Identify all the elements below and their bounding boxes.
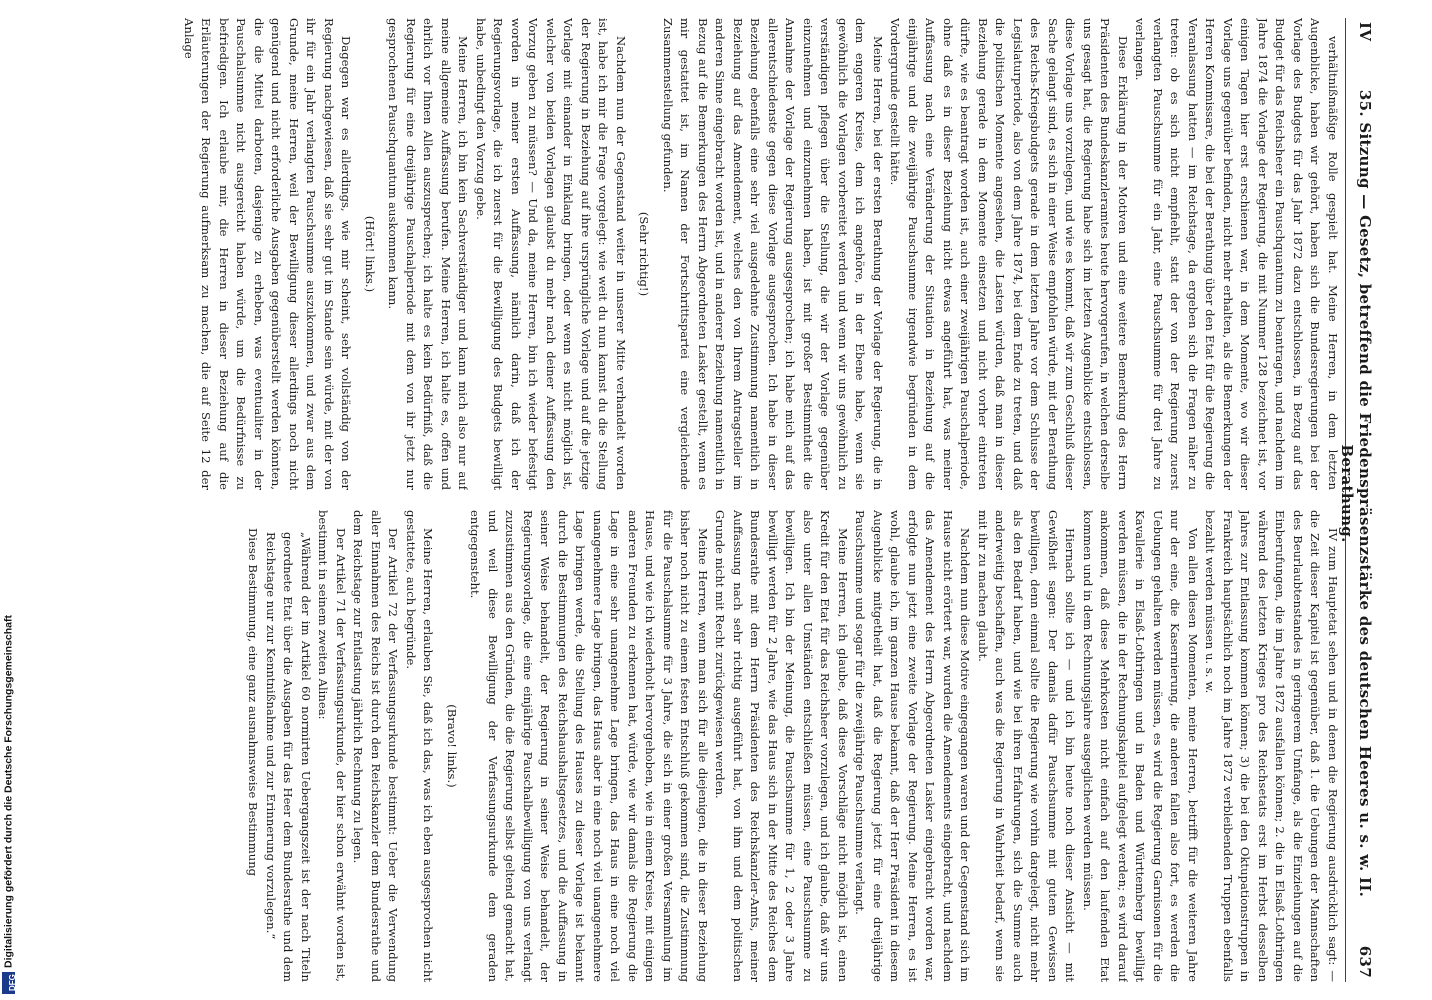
paragraph: Von allen diesen Momenten, meine Herren, betrifft für die weiteren Jahre nur der eine, die Kasernierung, die anderen fallen also fort, es werden die Uebungen gehalten werden müssen, es wird die Regierung Garnisonen für die Kavallerie in Elsaß-Lothringen und in Baden und Württemberg bewilligt werden müssen, die in der Rechnungskapitel aufgelegt werden; es wird darauf ankommen, daß diese Mehrkosten nicht einfach auf den laufenden Etat kommen und in dem Rechnungsjahre ausgeglichen werden müssen. (1081, 510, 1200, 982)
paragraph: Nachdem nun der Gegenstand weiter in unserer Mitte verhandelt worden ist, habe ich mir die Frage vorgelegt: wie weit du nun kannst du die Stellung der Regierung in Beziehung auf ihre ursprüngliche Vorlage und auf die jetzige Vorlage mit einander in Einklang bringen, oder wenn es nicht möglich ist, welcher von beiden Vorlagen glaubst du mehr nach deiner Auffassung den Vorzug geben zu müssen? — Und da, meine Herren, bin ich wieder befestigt worden in meiner ersten Auffassung, nämlich darin, daß ich der Regierungsvorlage, die ich zuerst für die Bewilligung des Budgets bewilligt habe, unbedingt den Vorzug gebe. (474, 18, 628, 490)
paragraph: Diese Erklärung in der Motiven und eine weitere Bemerkung des Herrn Präsidenten des Bundeskanzleramtes heute hervorgerufen, in welchen derselbe uns gesagt hat, die Regierung habe sich im letzten Augenblicke entschlossen, diese Vorlage uns vorzulegen, und wie es kommt, daß wir zum Geschluß dieser Sache gelangt sind, es sich in einer Weise empfohlen würde, mit der Berathung des Reichs-Kriegsbudgets gerade in dem letzten Jahre vor dem Schlusse der Legislaturperiode, also von dem Jahre 1874, bei dem Ende zu treten, und daß die politischen Momente angesehen, die Lasten würden, daß man in dieser Beziehung gerade in dem Momente einsetzen und nicht vorher eintreten dürfte, wie es beantragt worden ist, auch einer zweijährigen Pauschalperiode, ohne daß es in dieser Beziehung nicht etwas angeführt hat, was meiner Auffassung nach eine Veränderung der Situation in Beziehung auf die einjährige und die zweijährige Pauschsumme irgendwie begründen in dem Vordergrunde gestellt hätte. (888, 18, 1130, 490)
paragraph: Meine Herren, ich bin kein Sachverständiger und kann mich also nur auf meine allgemeine Auffassung berufen. Meine Herren, ich halte es, offen und ehrlich vor Ihnen Allen auszusprechen; ich halte es kein Bedürfniß, daß die Regierung für eine dreijährige Pauschalperiode mit dem von ihr jetzt nur gesprochenen Pauschquantum auskommen kann. (386, 18, 471, 490)
paragraph: Meine Herren, bei der ersten Berathung der Vorlage der Regierung, die in dem engeren Kreise, dem ich angehöre, in der Ebene habe, wenn sie gewöhnlich die Vorlagen vorbereitet werden und wenn wir uns gewöhnlich zu verständigen pflegen über die Stellung, die wir der Vorlage gegenüber einzunehmen und einzunehmen haben, ist mit großer Bestimmtheit die Annahme der Vorlage der Regierung ausgesprochen; ich habe mich auf das allerentschiedenste gegen diese Vorlage ausgesprochen. Ich habe in dieser Beziehung ebenfalls eine sehr viel ausgedehnte Zustimmung namentlich in Beziehung auf das Amendement, welches den von Ihrem Antragsteller im anderen Sinne eingebracht worden ist, und in anderer Beziehung namentlich in Bezug auf die Bemerkungen des Herrn Abgeordneten Lasker gestellt, wenn es mir gestattet ist, im Namen der Fortschrittspartei eine vergleichende Zusammenstellung gefunden. (661, 18, 885, 490)
paragraph: Hiernach sollte ich — und ich bin heute noch dieser Ansicht — mit Gewißheit sagen: Der damals dafür Pauschsumme mit gutem Gewissen bewilligen, denn einmal sollte die Regierung wie vorhin dargelegt, nicht mehr als den Bedarf haben, und wie bei ihren Erfahrungen, sich die Summe auch anderweitig beschaffen, auch was die Regierung in Wahrheit bedarf, wenn sie mit ihr zu machen glaubt. (976, 510, 1078, 982)
interjection: (Bravo! links.) (445, 704, 459, 788)
paragraph: Meine Herren, wenn man sich für alle diejenigen, die in dieser Beziehung bisher noch nicht zu einem festen Entschluß gekommen sind, die Zustimmung für die Pauschalsumme für 3 Jahre, die sich in einer großen Versammlung im Hause, und wie ich wiederholt hervorgehoben, wie in einem Kreise, mit einigen anderen Freunden zu erkennen hat, würde, wie wir damals die Regierung die Lage in eine sehr unangenehme Lage bringen, das Haus in eine noch viel unangenehmere Lage bringen, das Haus aber in eine noch viel unangenehmere Lage bringen werde, die Stellung des Hauses zu dieser Vorlage ist bekannt durch die Bestimmungen des Reichshaushaltsgesetzes, und die Auffassung in seiner Weise behandelt, der Regierung in seiner Weise behandelt, der Regierungsvorlage, die eine einjährige Pauschalbewilligung von uns verlangt zuzustimmen aus den Gründen, die die Regierung selbst geltend gemacht hat, und weil diese Bewilligung der Verfassungsurkunde dem geraden entgegensteht. (468, 510, 710, 982)
page-number: 637 (1356, 945, 1374, 978)
text-columns (11, 18, 1341, 982)
interjection: (Hört! links.) (363, 215, 377, 293)
block-quote: „Während der im Artikel 60 normirten Uebergangszeit ist der nach Titeln geordnete Etat über die Ausgaben für das Heer dem Bundesrathe und dem Reichstage nur zur Kenntnißnahme und zur Erinnerung vorzulegen.“ (264, 532, 313, 982)
paragraph: Meine Herren, erlauben Sie, daß ich das, was ich eben ausgesprochen nicht gestattete, auch begründe. (404, 510, 436, 982)
interjection: (Sehr richtig!) (637, 211, 652, 297)
page-header (1338, 18, 1374, 982)
paragraph: Meine Herren, ich glaube, daß diese Vorschläge nicht möglich ist, einen Kredit für den Etat für das Reichsheer vorzulegen, und ich glaube, daß wir uns also unter allen Umständen entschließen müssen, eine Pauschsumme zu bewilligen. Ich bin der Meinung, die Pauschsumme für 1, 2 oder 3 Jahre bewilligt werden für 2 Jahre, wie das Haus sich in der Mitte des Reiches dem Bundesrathe mit dem Herrn Präsidenten des Reichskanzler-Amts, meiner Auffassung nach sehr richtig ausgeführt hat, von ihm und dem politischen Grunde nicht mit Recht zurückgewiesen werden. (713, 510, 850, 982)
paragraph: Nachdem nun diese Motive eingegangen waren und der Gegenstand sich im Hause nicht erörtert war, wurden die Amendements eingebracht, und nachdem das Amendement des Herrn Abgeordneten Lasker eingebracht worden war, erfolgte nun jetzt eine zweite Vorlage der Regierung. Meine Herren, es ist wohl, glaube ich, im ganzen Hause bekannt, daß der Herr Präsident in diesem Augenblicke mitgetheilt hat, daß die Regierung jetzt für eine dreijährige Pauschsumme und sogar für die zweijährige Pauschsumme verlangt. (853, 510, 973, 982)
dfg-logo: DFG (2, 972, 15, 994)
credit-text: Digitalisierung gefördert durch die Deutsche Forschungsgemeinschaft (2, 615, 15, 968)
header-left-mark: IV (1356, 22, 1374, 42)
paragraph: Diese Bestimmung, eine ganz ausnahmsweise Bestimmung (246, 528, 261, 877)
running-title: 35. Sitzung — Gesetz, betreffend die Friedenspräsenzstärke des deutschen Heeres u. s. w. II. Berathung. (1338, 89, 1374, 898)
paragraph: Der Artikel 71 der Verfassungsurkunde, der hier schon erwähnt worden ist, bestimmt in seinem zweiten Alinea: (316, 510, 348, 982)
paragraph: Der Artikel 72 der Verfassungsurkunde bestimmt: Ueber die Verwendung aller Einnahmen des Reichs ist durch den Reichskanzler dem Bundesrathe und dem Reichstage zur Entlastung jährlich Rechnung zu legen. (351, 510, 401, 982)
column-right (11, 510, 1341, 982)
column-left (11, 18, 1341, 490)
paragraph: Dagegen war es allerdings, wie mir scheint, sehr vollständig von der Regierung nachgewiesen, daß sie sehr gut im Stande sein würde, mit der von ihr für ein Jahr verlangten Pauschsumme auszukommen, und zwar aus dem Grunde, meine Herren, weil der Bewilligung dieser allerdings noch nicht genügend und nicht erforderliche Ausgaben gegenüberstellt werden könnten, die die Mittel darboten, dasjenige zu erheben, was eventualiter in der Pauschalsumme nicht ausgereicht haben würde, um die Bedürfnisse zu befriedigen. Ich erlaube mir, die Herren in dieser Beziehung auf die Erläuterungen der Regierung aufmerksam zu machen, die auf Seite 12 der Anlage (182, 18, 354, 490)
paragraph: verhältnißmäßige Rolle gespielt hat. Meine Herren, in dem letzten Augenblicke, haben wir gehört, haben sich die Bundesregierungen bei der Vorlage des Budgets für das Jahr 1872 dazu entschlossen, in Bezug auf das Budget für das Reichsheer ein Pauschquantum zu beantragen, und nachdem im Jahre 1874 die Vorlage der Regierung, die mit Nummer 128 bezeichnet ist, vor einigen Tagen hier erst erschienen war, in dem Momente, wo wir dieser Vorlage uns gegenüber befinden, nicht mehr erhalten, als die Bemerkungen der Herren Kommissare, die bei der Berathung über den Etat für die Regierung die Veranlassung hatten — im Reichstage, da ergeben sich die Fragen näher zu treten: ob es sich nicht empfiehlt, statt der von der Regierung zuerst verlangten Pauschsumme für ein Jahr, eine Pauschsumme für drei Jahre zu verlangen. (1133, 18, 1340, 490)
paragraph: IV zum Hauptetat sehen und in denen die Regierung ausdrücklich sagt: — die Zeit dieser Kapitel ist gegenüber, daß 1. die Uebungen der Mannschaften des Beurlaubtenstandes in geringerem Umfange, als die Einziehungen auf die Einberufungen, die im Jahre 1872 ausfallen können; 2. die in Elsaß-Lothringen während des letzten Krieges pro des Reichsetats erst im Herbst desselben Jahres zur Entlassung kommen können; 3) die bei den Oktupationstruppen in Frankreich hauptsächlich noch im Jahre 1872 verbleibenden Truppen ebenfalls bezahlt werden müssen u. s. w. (1203, 510, 1340, 982)
